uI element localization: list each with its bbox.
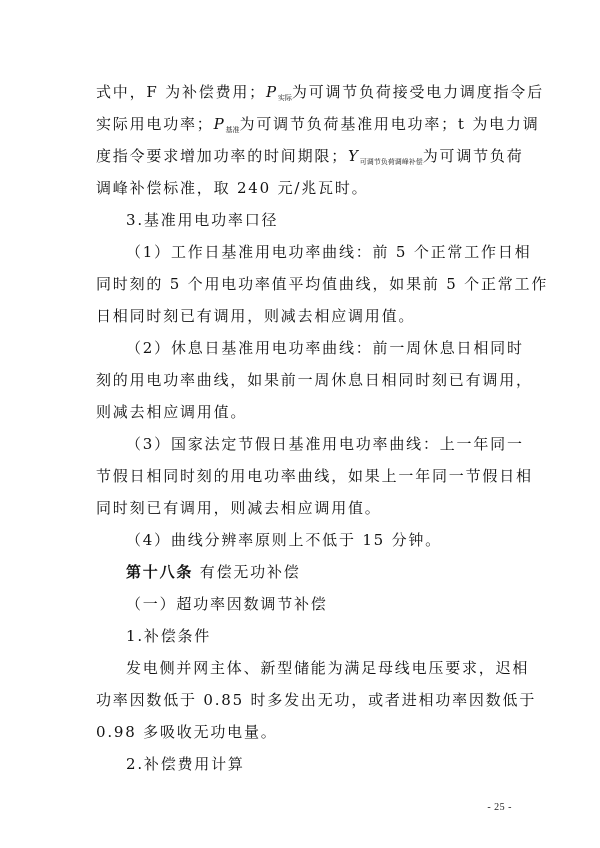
text-line-1: [96, 82, 544, 102]
text-line-15: （4）曲线分辨率原则上不低于 15 分钟。: [126, 531, 442, 549]
article-number: 第十八条: [126, 563, 194, 581]
text-line-2: [96, 114, 540, 134]
text-line-13: 节假日相同时刻的用电功率曲线，如果上一年同一节假日相: [96, 467, 533, 485]
article-heading: [126, 562, 301, 582]
text-segment: 式中，F 为补偿费用；: [96, 83, 266, 101]
variable-p-actual: $P_{实际}$: [265, 83, 292, 102]
text-line-14: 同时刻已有调用，则减去相应调用值。: [96, 499, 382, 517]
variable-p-baseline: $P_{基准}$: [213, 115, 240, 134]
section-heading-baseline: 3.基准用电功率口径: [126, 211, 279, 229]
subsection-heading: （一）超功率因数调节补偿: [126, 595, 328, 613]
text-line-8: 日相同时刻已有调用，则减去相应调用值。: [96, 307, 416, 325]
text-line-11: 则减去相应调用值。: [96, 403, 248, 421]
item-heading-calculation: 2.补偿费用计算: [126, 755, 245, 773]
text-line-12: （3）国家法定节假日基准用电功率曲线：上一年同一: [126, 435, 524, 453]
text-line-10: 刻的用电功率曲线，如果前一周休息日相同时刻已有调用，: [96, 371, 533, 389]
text-line-7: 同时刻的 5 个用电功率值平均值曲线，如果前 5 个正常工作: [96, 275, 549, 293]
article-title: 有偿无功补偿: [199, 563, 301, 581]
text-line-4: 调峰补偿标准，取 240 元/兆瓦时。: [96, 179, 369, 197]
text-segment: 为可调节负荷接受电力调度指令后: [291, 83, 544, 101]
page-number: - 25 -: [487, 802, 512, 813]
text-segment: 实际用电功率；: [96, 115, 214, 133]
text-line-9: （2）休息日基准用电功率曲线：前一周休息日相同时: [126, 339, 524, 357]
variable-y-standard: $Y_{可调节负荷调峰补偿}$: [348, 147, 423, 166]
item-heading-conditions: 1.补偿条件: [126, 627, 212, 645]
text-line-20: 功率因数低于 0.85 时多发出无功，或者进相功率因数低于: [96, 691, 537, 709]
text-line-3: [96, 146, 524, 166]
text-line-19: 发电侧并网主体、新型储能为满足母线电压要求，迟相: [126, 659, 530, 677]
text-segment: 为可调节负荷: [422, 147, 524, 165]
text-line-21: 0.98 多吸收无功电量。: [96, 723, 278, 741]
text-line-6: （1）工作日基准用电功率曲线：前 5 个正常工作日相: [126, 243, 532, 261]
text-segment: 度指令要求增加功率的时间期限；: [96, 147, 349, 165]
text-segment: 为可调节负荷基准用电功率；t 为电力调: [239, 115, 540, 133]
